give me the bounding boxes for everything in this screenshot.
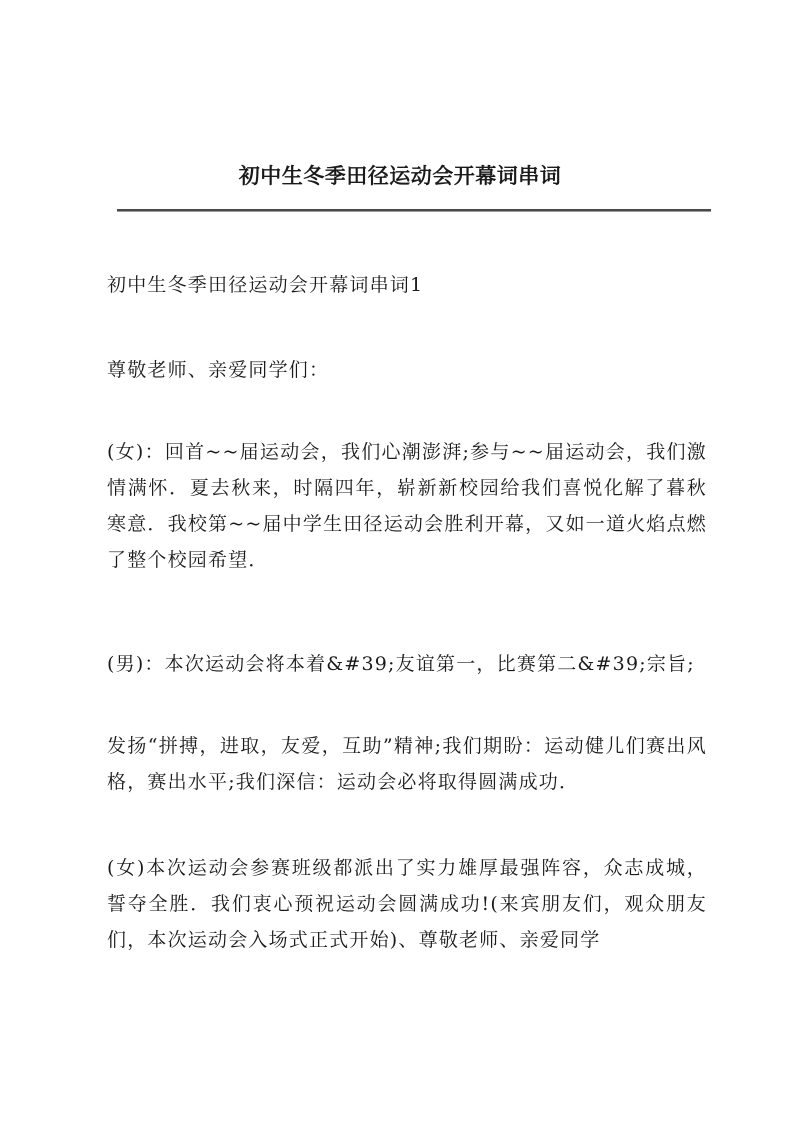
paragraph: (女)本次运动会参赛班级都派出了实力雄厚最强阵容，众志成城，誓夺全胜．我们衷心预祝运动会圆满成功!(来宾朋友们，观众朋友们，本次运动会入场式正式开始)、尊敬老师、亲爱同学 — [107, 857, 707, 951]
greeting-line: 尊敬老师、亲爱同学们： — [107, 359, 330, 381]
paragraph: 发扬“拼搏，进取，友爱，互助”精神;我们期盼：运动健儿们赛出风格，赛出水平;我们深信：运动会必将取得圆满成功． — [107, 735, 707, 793]
section-heading: 初中生冬季田径运动会开幕词串词1 — [107, 274, 424, 296]
document-title: 初中生冬季田径运动会开幕词串词 — [238, 163, 562, 188]
title-divider — [117, 209, 711, 212]
paragraph: (男)：本次运动会将本着&#39;友谊第一，比赛第二&#39;宗旨; — [107, 653, 695, 675]
paragraph: (女)：回首~~届运动会，我们心潮澎湃;参与~~届运动会，我们激情满怀．夏去秋来，时隔四年，崭新新校园给我们喜悦化解了暮秋寒意．我校第~~届中学生田径运动会胜利开幕，又如一道火焰点燃了整个校园希望． — [107, 441, 707, 571]
